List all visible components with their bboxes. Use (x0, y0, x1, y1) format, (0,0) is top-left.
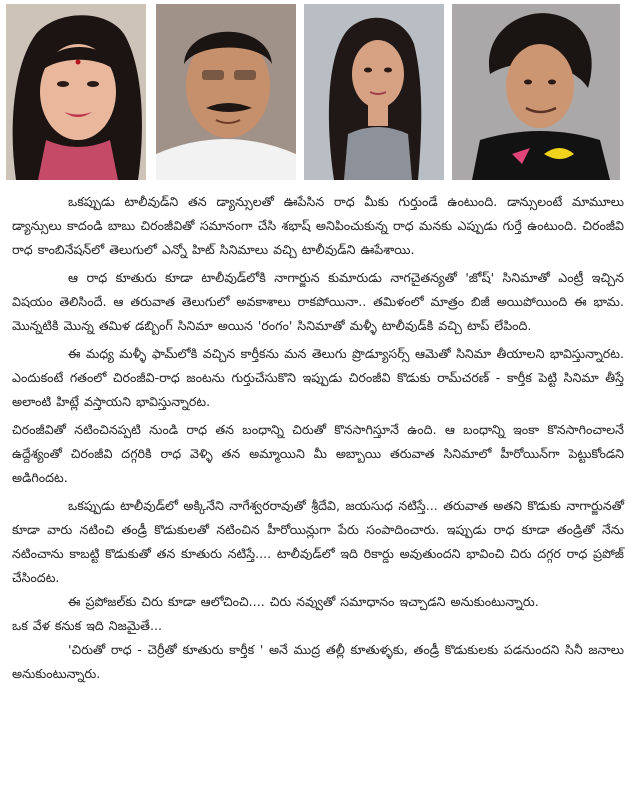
article-paragraph: ఒకప్పుడు టాలీవుడ్‌ని తన డ్యాన్సులతో ఊపేసిన రాధ మీకు గుర్తుండే ఉంటుంది. డాన్సులంటే మామూలు డ్యాన్సులు కాదండి బాబు చిరంజీవితో సమానంగా చేసి శభాష్ అనిపించుకున్న రాధ మనకు ఎప్పుడు గుర్తే ఉంటుంది. చిరంజీవి రాధ కాంబినేషన్‌లో తెలుగులో ఎన్నో హిట్ సినిమాలు వచ్చి టాలీవుడ్‌ని ఊపేశాయి. (12, 194, 624, 257)
article-paragraph: ఒకప్పుడు టాలీవుడ్‌లో అక్కినేని నాగేశ్వరరావుతో శ్రీదేవి, జయసుధ నటిస్తే... తరువాత అతని కొడుకు నాగార్జునతో కూడా వారు నటించి తండ్రీ కొడుకులతో నటించిన హీరోయిన్లుగా పేరు సంపాదించారు. ఇప్పుడు రాధ కూడా తండ్రితో నేను నటించాను కాబట్టి కొడుకుతో తన కూతురు నటిస్తే.... టాలీవుడ్‌లో ఇది రికార్డు అవుతుందని భావించి చిరు దగ్గర రాధ ప్రపోజ్ చేసిందట. (12, 498, 624, 585)
article-paragraph: చిరంజీవితో నటించినప్పటి నుండి రాధ తన బంధాన్ని చిరుతో కొనసాగిస్తూనే ఉంది. ఆ బంధాన్ని ఇంకా కొనసాగించాలనే ఉద్దేశ్యంతో చిరంజీవి దగ్గరికి రాధ వెళ్ళి తన అమ్మాయిని మీ అబ్బాయి తరువాత సినిమాలో హీరోయిన్‌గా పెట్టుకోండని అడిగిందట. (12, 422, 624, 485)
article-paragraph: ఒక వేళ కనుక ఇది నిజమైతే... (12, 618, 162, 633)
woman-with-bindi-photo (6, 4, 146, 180)
young-woman-photo (304, 4, 444, 180)
article-paragraph: ఈ మధ్య మళ్ళీ ఫామ్‌లోకి వచ్చిన కార్తీకను మన తెలుగు ప్రొడ్యూసర్స్ ఆమెతో సినిమా తీయాలని భావిస్తున్నారట. ఎందుకంటే గతంలో చిరంజీవి-రాధ జంటను గుర్తుచేసుకొని ఇప్పుడు చిరంజీవి కొడుకు రామ్‌చరణ్ - కార్తీక పెట్టి సినిమా తీస్తే అలాంటి హిట్లే వస్తాయని భావిస్తున్నారట. (12, 346, 624, 409)
young-man-photo (452, 4, 620, 180)
article-paragraph: 'చిరుతో రాధ - చెర్రీతో కూతురు కార్తీక ' అనే ముద్ర తల్లీ కూతుళ్ళకు, తండ్రీ కొడుకులకు పడనుందని సినీ జనాలు అనుకుంటున్నారు. (12, 642, 624, 681)
article-paragraph: ఈ ప్రపోజల్‌కు చిరు కూడా ఆలోచించి.... చిరు నవ్వుతో సమాధానం ఇచ్చాడని అనుకుంటున్నారు. (68, 594, 539, 609)
article-body (12, 190, 624, 686)
man-with-mustache-photo (156, 4, 296, 180)
photo-strip (6, 4, 633, 180)
article-paragraph: ఆ రాధ కూతురు కూడా టాలీవుడ్‌లోకి నాగార్జున కుమారుడు నాగచైతన్యతో 'జోష్' సినిమాతో ఎంట్రీ ఇచ్చిన విషయం తెలిసిందే. ఆ తరువాత తెలుగులో అవకాశాలు రాకపోయినా.. తమిళంలో మాత్రం బిజీ అయిపోయింది ఈ భామ. మొన్నటికి మొన్న తమిళ డబ్బింగ్ సినిమా అయిన 'రంగం' సినిమాతో మళ్ళీ టాలీవుడ్‌కి వచ్చి టాప్ లేపింది. (12, 270, 624, 333)
